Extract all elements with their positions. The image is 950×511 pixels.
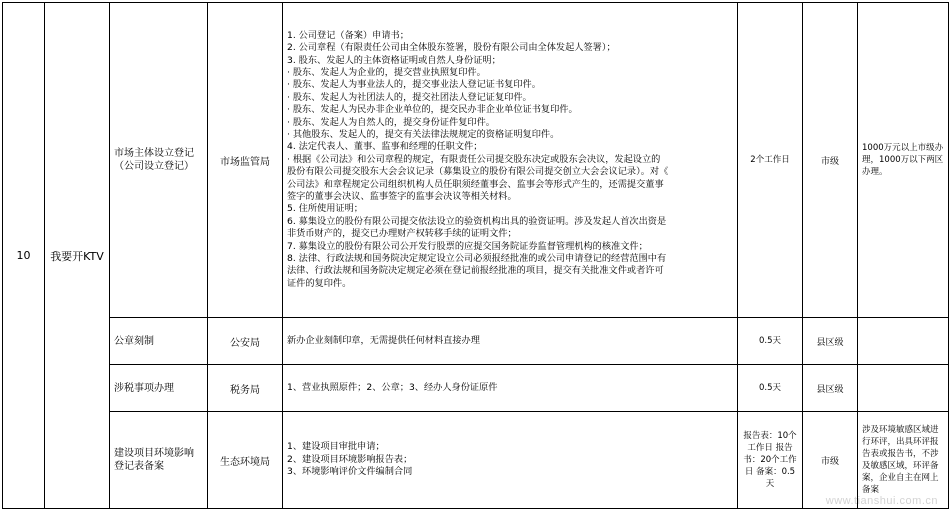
- material-line: 3、环境影响评价文件编制合同: [287, 466, 413, 478]
- time-limit-cell: 0.5天: [738, 365, 803, 412]
- material-line: 股份有限公司提交股东大会会议记录（募集设立的股份有限公司提交创立大会会议记录）。对《: [287, 166, 669, 178]
- material-line: · 股东、发起人为自然人的，提交身份证件复印件。: [287, 116, 495, 128]
- material-line: 公司法》和章程规定公司组织机构人员任职须经董事会、监事会等形式产生的，还需提交董事: [287, 178, 664, 190]
- level-cell: 市级: [803, 3, 858, 318]
- table-row: [3, 365, 949, 412]
- service-table: [2, 2, 949, 509]
- level-cell: 市级: [803, 412, 858, 509]
- material-line: 签字的董事会决议、监事签字的监事会决议等相关材料。: [287, 191, 517, 203]
- material-line: 5. 住所使用证明；: [287, 203, 363, 215]
- department-cell: 公安局: [208, 318, 283, 365]
- material-line: · 股东、发起人为社团法人的，提交社团法人登记证复印件。: [287, 91, 532, 103]
- material-line: 8. 法律、行政法规和国务院决定规定设立公司必须报经批准的或公司申请登记的经营范围中有: [287, 253, 667, 265]
- table-row: [3, 318, 949, 365]
- note-cell: 涉及环境敏感区域进行环评，出具环评报告表或报告书，不涉及敏感区域，环评备案，企业自主在网上备案: [858, 412, 949, 509]
- table-row: [3, 412, 949, 509]
- department-cell: 税务局: [208, 365, 283, 412]
- materials-cell: [283, 3, 738, 318]
- material-line: · 股东、发起人为民办非企业单位的，提交民办非企业单位证书复印件。: [287, 104, 578, 116]
- time-limit-cell: 0.5天: [738, 318, 803, 365]
- material-line: · 股东、发起人为事业法人的，提交事业法人登记证书复印件。: [287, 79, 541, 91]
- level-cell: 县区级: [803, 318, 858, 365]
- material-line: 4. 法定代表人、董事、监事和经理的任职文件；: [287, 141, 483, 153]
- item-cell: 涉税事项办理: [110, 365, 208, 412]
- material-line: 1、建设项目审批申请；: [287, 441, 385, 453]
- level-cell: 县区级: [803, 365, 858, 412]
- materials-cell: [283, 318, 738, 365]
- material-line: 1、营业执照原件；2、公章；3、经办人身份证原件: [287, 381, 498, 393]
- department-cell: 市场监管局: [208, 3, 283, 318]
- materials-cell: [283, 365, 738, 412]
- material-line: 2. 公司章程（有限责任公司由全体股东签署，股份有限公司由全体发起人签署）；: [287, 42, 616, 54]
- service-name: 我要开KTV: [45, 3, 110, 509]
- item-cell: 公章刻制: [110, 318, 208, 365]
- material-line: · 根据《公司法》和公司章程的规定，有限责任公司提交股东决定或股东会决议，发起设立的: [287, 153, 661, 165]
- material-line: 非货币财产的，提交已办理财产权转移手续的证明文件；: [287, 228, 517, 240]
- item-cell: 市场主体设立登记（公司设立登记）: [110, 3, 208, 318]
- materials-cell: [283, 412, 738, 509]
- time-limit-cell: 2个工作日: [738, 3, 803, 318]
- note-cell: [858, 318, 949, 365]
- time-limit-cell: 报告表：10个工作日 报告书：20个工作日 备案：0.5天: [738, 412, 803, 509]
- material-line: 7. 募集设立的股份有限公司公开发行股票的应提交国务院证券监督管理机构的核准文件；: [287, 240, 648, 252]
- table-row: [3, 3, 949, 318]
- material-line: 新办企业刻制印章，无需提供任何材料直接办理: [287, 334, 480, 346]
- material-line: 3. 股东、发起人的主体资格证明或自然人身份证明；: [287, 54, 501, 66]
- material-line: 法律、行政法规和国务院决定规定必须在登记前报经批准的项目，提交有关批准文件或者许可: [287, 265, 664, 277]
- note-cell: 1000万元以上市级办理，1000万以下两区办理。: [858, 3, 949, 318]
- material-line: · 其他股东、发起人的，提交有关法律法规规定的资格证明复印件。: [287, 128, 560, 140]
- material-line: 证件的复印件。: [287, 277, 352, 289]
- material-line: · 股东、发起人为企业的，提交营业执照复印件。: [287, 66, 486, 78]
- department-cell: 生态环境局: [208, 412, 283, 509]
- row-number: 10: [3, 3, 45, 509]
- item-cell: 建设项目环境影响登记表备案: [110, 412, 208, 509]
- watermark: www.tianshui.com.cn: [825, 495, 938, 507]
- note-cell: [858, 365, 949, 412]
- material-line: 1. 公司登记（备案）申请书；: [287, 29, 409, 41]
- material-line: 2、建设项目环境影响报告表；: [287, 453, 413, 465]
- material-line: 6. 募集设立的股份有限公司提交依法设立的验资机构出具的验资证明。涉及发起人首次出资是: [287, 215, 667, 227]
